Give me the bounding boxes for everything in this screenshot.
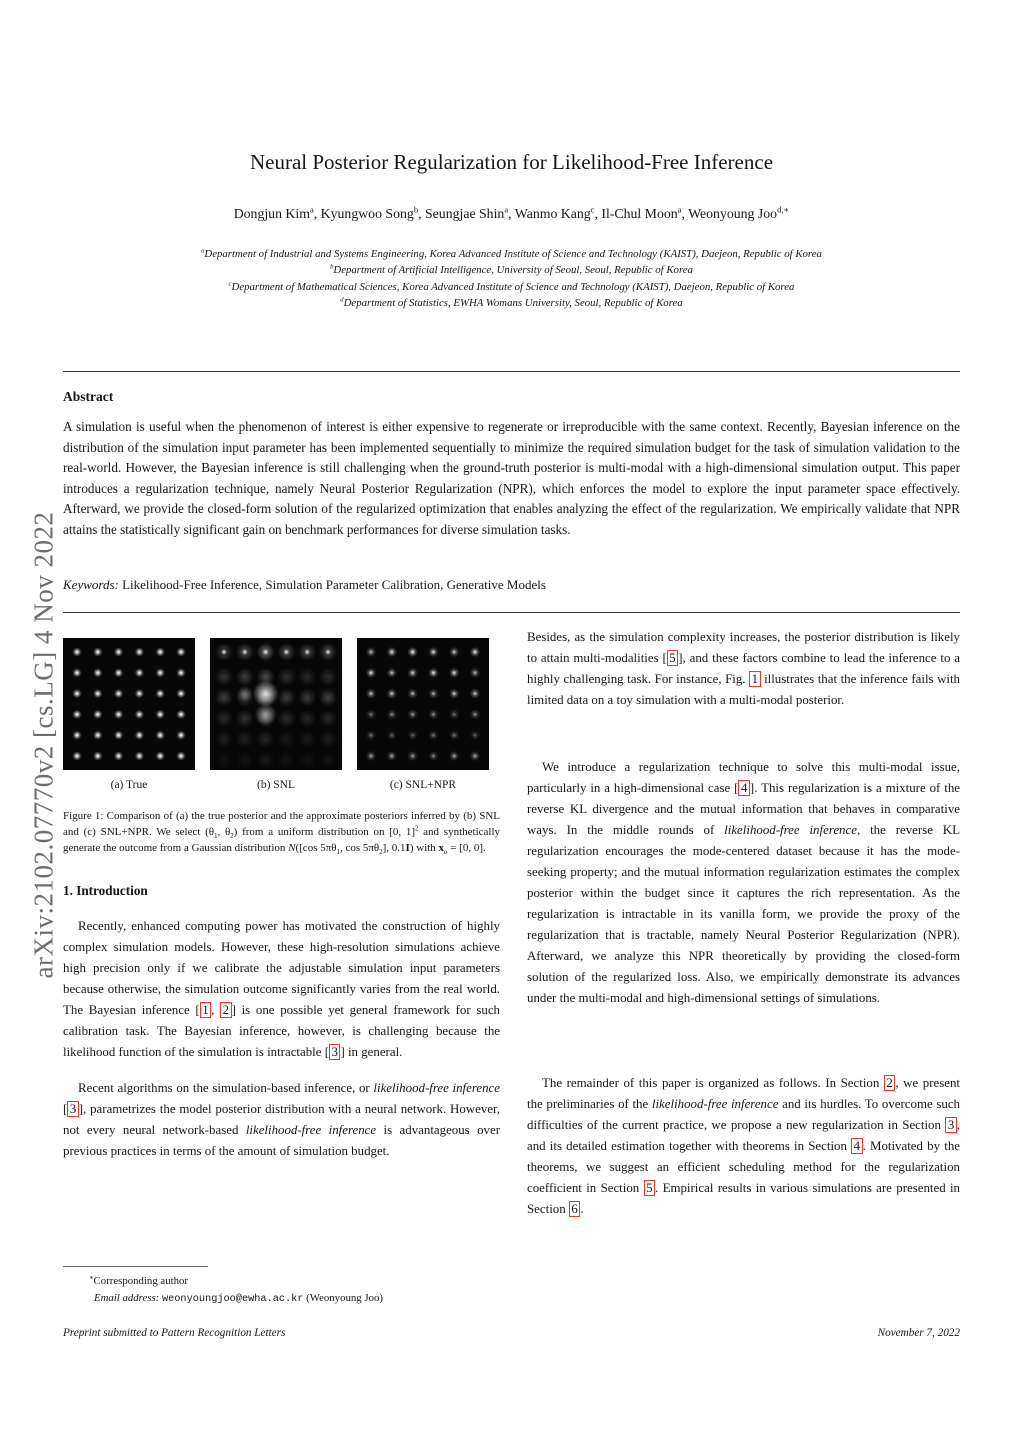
divider-bottom	[63, 612, 960, 613]
section-heading-introduction: 1. Introduction	[63, 882, 148, 898]
citation-link[interactable]: 3	[329, 1044, 340, 1060]
superscript: a	[677, 204, 682, 215]
citation-link[interactable]: 1	[200, 1002, 211, 1018]
intro-paragraph-2: Recent algorithms on the simulation-based inference, or likelihood-free inference [ 3 ], parametrizes the model posterior distribution with a neural network. However, not every neural network-based likelihood-free inference is advantageous over previous practices in terms of the amount of simulation budget.	[63, 1080, 501, 1158]
bold-text: I	[405, 842, 410, 855]
right-column	[527, 627, 960, 1220]
footnote	[63, 1266, 500, 1307]
abstract-text: A simulation is useful when the phenomenon of interest is either expensive to regenerate or irreproducible with the same context. Recently, Bayesian inference on the distribution of the simulation input parameter has been implemented sequentially to minimize the required simulation budget for the task of simulation validation to the real-world. However, the Bayesian inference is still challenging when the ground-truth posterior is multi-modal with a high-dimensional simulation output. This paper introduces a regularization technique, namely Neural Posterior Regularization (NPR), which enforces the model to explore the input parameter space effectively. Afterward, we provide the closed-form solution of the regularized optimization that enables analyzing the effect of the regularization. We empirically validate that NPR attains the statistically significant gain on benchmark performances for diverse simulation tasks.	[63, 419, 960, 537]
figure-panel-true	[63, 638, 195, 792]
subscript: 1	[214, 833, 218, 841]
authors-line: Dongjun Kim$^a$, Kyungwoo Song$^b$, Seungjae Shin$^a$, Wanmo Kang$^c$, Il-Chul Moon$^a$, Weonyoung Joo$^{d,∗}$	[233, 204, 790, 221]
citation-link[interactable]: 3	[67, 1101, 78, 1117]
right-paragraph-2: We introduce a regularization technique to solve this multi-modal issue, particularly in a high-dimensional case [ 4 ]. This regularization is a mixture of the reverse KL divergence and the mutual information that behaves in comparative ways. In the middle rounds of likelihood-free inference, the reverse KL regularization encourages the mode-centered dataset because it has the mode-seeking property; and the mutual information regularization estimates the complex posterior within the budget since it captures the rich representation. As the regularization is intractable in its vanilla form, we provide the proxy of the regularization that is tractable, namely Neural Posterior Regularization (NPR). Afterward, we analyze this NPR theoretically by providing the closed-form solution of the regularized loss. Also, we empirically demonstrate its advances under the multi-modal and high-dimensional settings of simulations.	[527, 760, 961, 1005]
superscript: d,∗	[777, 204, 790, 215]
keywords-label: Keywords:	[63, 577, 119, 592]
subscript: 1	[336, 849, 340, 857]
superscript: c	[590, 204, 595, 215]
citation-link[interactable]: 4	[851, 1138, 862, 1154]
citation-link[interactable]: 5	[644, 1180, 655, 1196]
affiliation-line: $^c$Department of Mathematical Sciences, Korea Advanced Institute of Science and Technology (KAIST), Daejeon, Republic of Korea	[228, 280, 795, 293]
citation-link[interactable]: 2	[884, 1075, 895, 1091]
figure-panel-snl	[210, 638, 342, 792]
divider-top	[63, 371, 960, 372]
superscript: c	[228, 280, 232, 287]
affiliations	[63, 246, 960, 311]
superscript: b	[413, 204, 419, 215]
paper-title: Neural Posterior Regularization for Likelihood-Free Inference	[249, 150, 774, 174]
subscript: 2	[379, 849, 383, 857]
keywords-text: Likelihood-Free Inference, Simulation Parameter Calibration, Generative Models	[122, 577, 546, 592]
panel-image-snl_npr	[357, 638, 489, 770]
panel-image-true	[63, 638, 195, 770]
superscript: a	[504, 204, 509, 215]
subscript: o	[444, 849, 448, 857]
citation-link[interactable]: 2	[220, 1002, 231, 1018]
left-column	[63, 638, 500, 1162]
superscript: a	[201, 247, 205, 255]
superscript: a	[309, 204, 314, 215]
figure-caption: Figure 1: Comparison of (a) the true posterior and the approximate posteriors inferred by (b) SNL and (c) SNL+NPR. We select ($\theta_1$, $\theta_2$) from a uniform distribution on [0, 1]$^2$ and synthetically generate the outcome from a Gaussian distribution N([cos $5\pi\theta_1$, $\cos 5\pi\theta_2$], 0.1I) with $x_o = [0$, 0].	[63, 810, 501, 857]
citation-link[interactable]: 1	[749, 671, 760, 687]
right-paragraph-3: The remainder of this paper is organized as follows. In Section 2 , we present the preliminaries of the likelihood-free inference and its hurdles. To overcome such difficulties of the current practice, we propose a new regularization in Section 3 , and its detailed estimation together with theorems in Section 4 . Motivated by the theorems, we suggest an efficient scheduling method for the regularization coefficient in Section 5 . Empirical results in various simulations are presented in Section 6 .	[527, 1076, 960, 1216]
arxiv-sidebar-label: arXiv:2102.07770v2 [cs.LG] 4 Nov 2022	[28, 511, 59, 979]
footnote-rule	[63, 1266, 208, 1267]
affiliation-line: $^a$Department of Industrial and Systems Engineering, Korea Advanced Institute of Science and Technology (KAIST), Daejeon, Republic of Korea	[201, 247, 822, 260]
superscript: b	[330, 263, 334, 271]
italic-text: N	[288, 842, 296, 855]
figure-panel-snl_npr	[357, 638, 489, 792]
panel-label: (a) True	[110, 779, 148, 791]
italic-text: likelihood-free inference	[373, 1080, 500, 1095]
bold-text: x	[438, 842, 445, 855]
email-address: weonyoungjoo@ewha.ac.kr	[161, 1292, 304, 1305]
citation-link[interactable]: 4	[738, 780, 749, 796]
panel-image-snl	[210, 638, 342, 770]
abstract-heading: Abstract	[63, 389, 114, 404]
email-line: Email address: weonyoungjoo@ewha.ac.kr (Weonyoung Joo)	[94, 1291, 383, 1305]
italic-text: likelihood-free inference	[724, 823, 857, 837]
keywords-line	[63, 577, 960, 593]
corresponding-author-note: ∗Corresponding author	[89, 1274, 189, 1287]
citation-link[interactable]: 3	[945, 1117, 956, 1133]
superscript: d	[340, 296, 344, 304]
panel-label: (c) SNL+NPR	[389, 779, 457, 791]
figure-1	[63, 638, 500, 857]
affiliation-line: $^b$Department of Artificial Intelligence, University of Seoul, Seoul, Republic of Korea	[330, 263, 693, 277]
intro-paragraph-1: Recently, enhanced computing power has motivated the construction of highly complex simulation models. However, these high-resolution simulations achieve high precision only if we calibrate the adjustable simulation input parameters because otherwise, the simulation outcome significantly varies from the real world. The Bayesian inference [ 1 , 2 ] is one possible yet general framework for such calibration task. The Bayesian inference, however, is challenging because the likelihood function of the simulation is intractable [ 3 ] in general.	[63, 918, 500, 1059]
affiliation-line: $^d$Department of Statistics, EWHA Womans University, Seoul, Republic of Korea	[340, 296, 683, 309]
italic-text: Email address:	[94, 1291, 162, 1304]
italic-text: likelihood-free inference	[651, 1097, 779, 1111]
citation-link[interactable]: 6	[569, 1201, 580, 1217]
footer-date: November 7, 2022	[877, 1327, 960, 1339]
superscript: ∗	[89, 1274, 94, 1282]
citation-link[interactable]: 5	[667, 650, 678, 666]
footer-journal: Preprint submitted to Pattern Recognition Letters	[63, 1327, 286, 1339]
superscript: 2	[415, 825, 419, 833]
subscript: 2	[230, 833, 234, 841]
footer	[63, 1327, 960, 1339]
right-paragraph-1: Besides, as the simulation complexity increases, the posterior distribution is likely to attain multi-modalities [ 5 ], and these factors combine to lead the inference to a highly challenging task. For instance, Fig. 1 illustrates that the inference fails with limited data on a toy simulation with a multi-modal posterior.	[527, 630, 961, 707]
italic-text: likelihood-free inference	[245, 1122, 377, 1137]
panel-label: (b) SNL	[256, 779, 295, 791]
figure-panels	[63, 638, 500, 792]
